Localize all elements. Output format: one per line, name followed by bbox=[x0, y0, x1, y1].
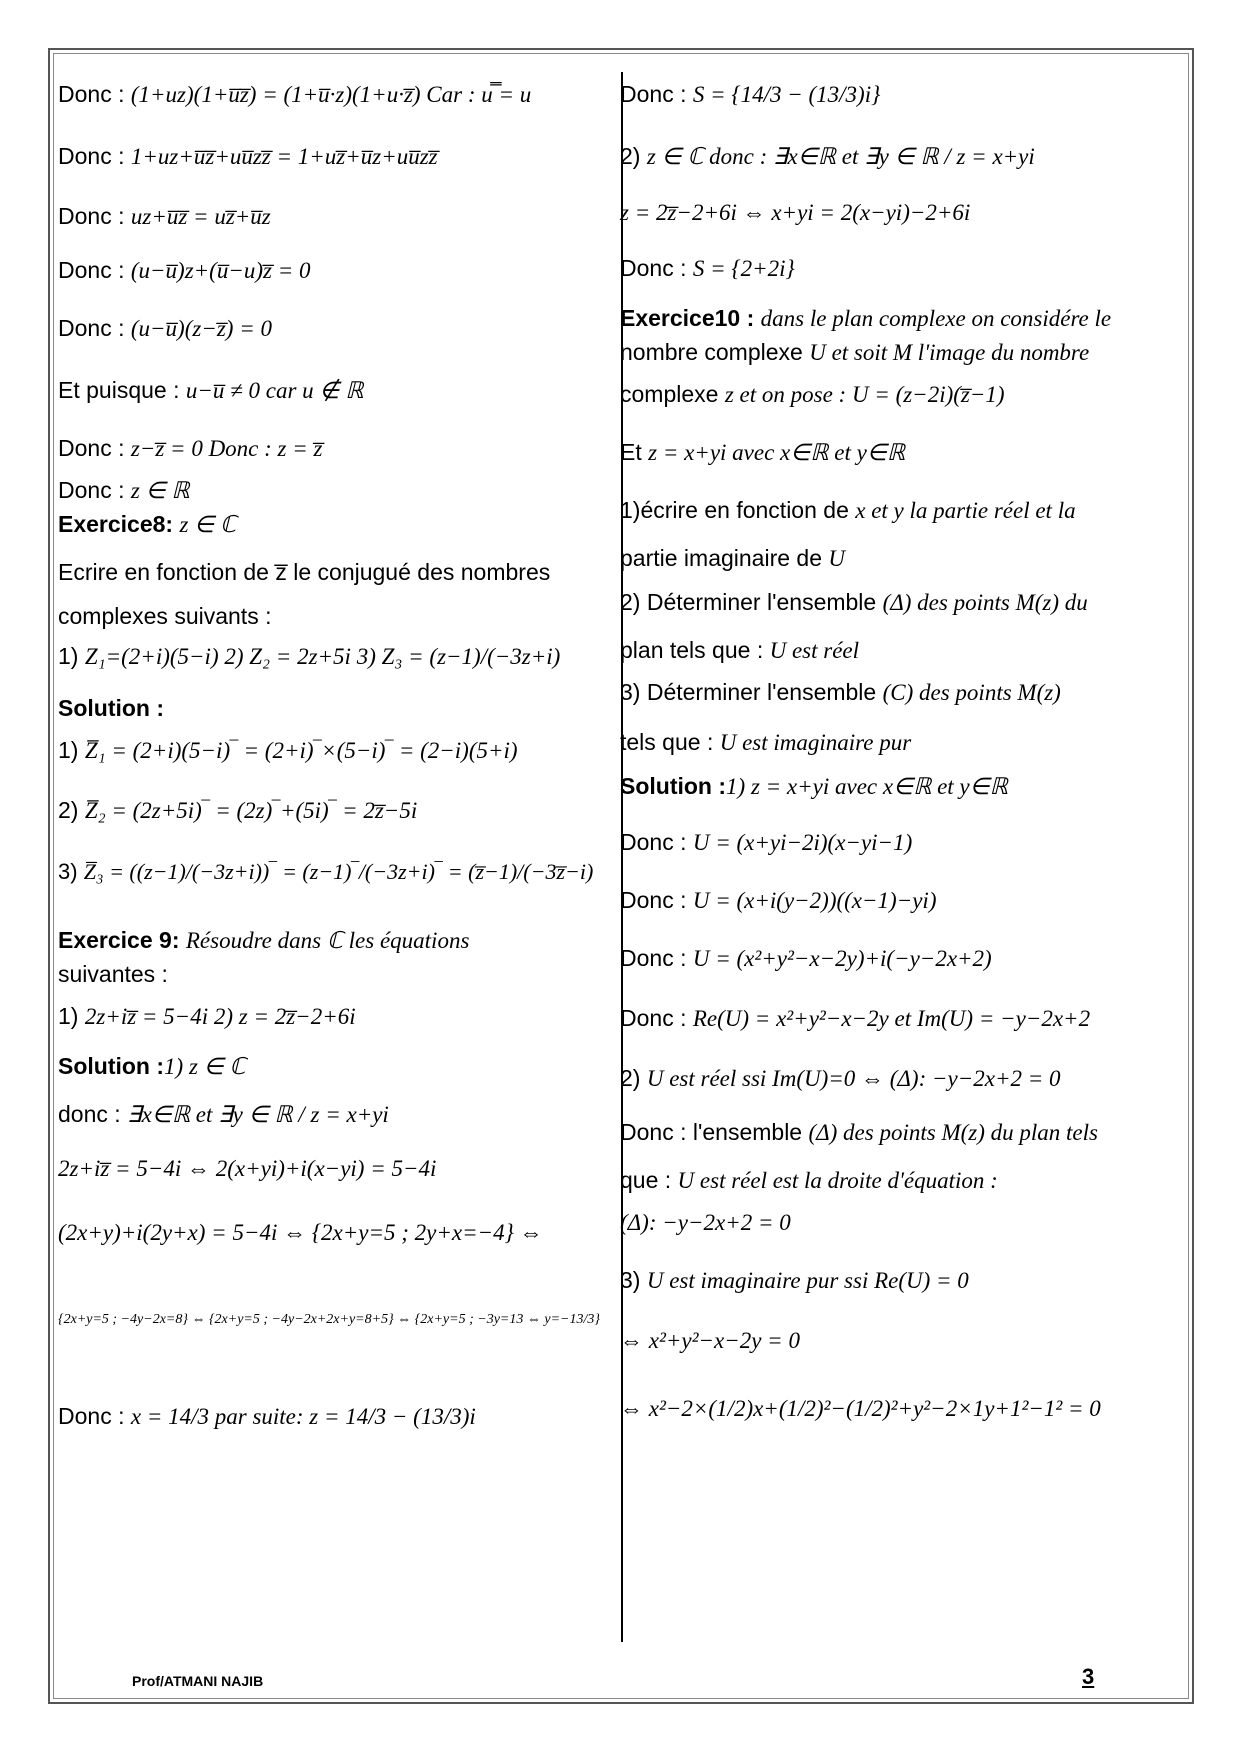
text-line bbox=[58, 476, 190, 505]
math-expression: ⇔ x²+y²−x−2y = 0 bbox=[620, 1328, 800, 1353]
text-line bbox=[58, 1402, 476, 1431]
text-line bbox=[620, 886, 936, 915]
math-expression: (Δ): −y−2x+2 = 0 bbox=[620, 1210, 791, 1235]
math-expression: dans le plan complexe on considére le bbox=[760, 306, 1112, 331]
math-expression: x = 14/3 par suite: z = 14/3 − (13/3)i bbox=[130, 1404, 476, 1429]
math-expression: ⇔ x²−2×(1/2)x+(1/2)²−(1/2)²+y²−2×1y+1²−1² = 0 bbox=[620, 1396, 1101, 1421]
text-line bbox=[620, 438, 905, 467]
text-line bbox=[620, 828, 912, 857]
math-expression: S = {2+2i} bbox=[692, 256, 795, 281]
math-expression: {2x+y=5 ; −4y−2x=8} ⇔ {2x+y=5 ; −4y−2x+2x+y=8+5} ⇔ {2x+y=5 ; −3y=13 ⇔ y=−13/3} bbox=[58, 1312, 600, 1327]
text-line bbox=[620, 1004, 1090, 1033]
line-label: plan tels que : bbox=[620, 637, 770, 663]
line-label: 3) bbox=[58, 859, 84, 884]
line-label: Solution : bbox=[58, 1053, 165, 1079]
line-label: Donc : bbox=[58, 477, 131, 503]
text-line bbox=[620, 1394, 1101, 1423]
line-label: 1) bbox=[58, 1003, 85, 1029]
math-expression: (Δ) des points M(z) du plan tels bbox=[808, 1120, 1098, 1145]
line-label: Donc : bbox=[58, 1403, 131, 1429]
line-label: que : bbox=[620, 1167, 678, 1193]
line-label: nombre complexe bbox=[620, 339, 810, 365]
line-label: Donc : bbox=[58, 257, 131, 283]
math-expression: (2x+y)+i(2y+x) = 5−4i ⇔ {2x+y=5 ; 2y+x=−4} ⇔ bbox=[58, 1220, 543, 1245]
text-line bbox=[620, 1166, 998, 1195]
text-line bbox=[620, 1064, 1061, 1093]
text-line bbox=[58, 1304, 600, 1334]
text-line bbox=[58, 314, 272, 343]
line-label: complexes suivants : bbox=[58, 603, 272, 629]
text-line bbox=[620, 636, 859, 665]
text-line bbox=[58, 142, 438, 171]
text-line bbox=[620, 1266, 969, 1295]
line-label: Donc : bbox=[620, 945, 693, 971]
text-line bbox=[620, 728, 911, 757]
math-expression: Z̅₃ = ((z−1)/(−3z+i))‾ = (z−1)‾/(−3z+i)‾ = (z̅−1)/(−3z̅−i) bbox=[83, 859, 594, 884]
math-expression: z ∈ ℂ donc : ∃x∈ℝ et ∃y ∈ ℝ / z = x+yi bbox=[646, 144, 1035, 169]
math-expression: 1+uz+u̅z̅+uu̅zz̅ = 1+uz̅+u̅z+uu̅zz̅ bbox=[130, 144, 438, 169]
math-expression: Z₁=(2+i)(5−i) 2) Z₂ = 2z+5i 3) Z₃ = (z−1)/(−3z+i) bbox=[84, 644, 561, 669]
text-line bbox=[620, 142, 1035, 171]
page-number: 3 bbox=[1082, 1664, 1095, 1689]
math-expression: U est réel est la droite d'équation : bbox=[677, 1168, 998, 1193]
math-expression: (u−u̅)z+(u̅−u)z̅ = 0 bbox=[130, 258, 311, 283]
text-line bbox=[58, 694, 164, 723]
text-line bbox=[58, 376, 363, 405]
math-expression: (Δ) des points M(z) du bbox=[882, 590, 1088, 615]
line-label: 1)écrire en fonction de bbox=[620, 497, 856, 523]
text-line bbox=[58, 796, 417, 825]
text-line bbox=[58, 1218, 543, 1247]
math-expression: 1) z = x+yi avec x∈ℝ et y∈ℝ bbox=[726, 774, 1008, 799]
line-label: 2) bbox=[620, 143, 647, 169]
text-line bbox=[58, 202, 271, 231]
math-expression: x et y la partie réel et la bbox=[855, 498, 1076, 523]
line-label: 2) Déterminer l'ensemble bbox=[620, 589, 883, 615]
text-line bbox=[58, 1052, 246, 1081]
text-line bbox=[620, 772, 1008, 801]
text-line bbox=[58, 926, 469, 955]
line-label: Solution : bbox=[58, 695, 165, 721]
text-line bbox=[58, 434, 322, 463]
line-label: 2) bbox=[620, 1065, 647, 1091]
line-label: Donc : bbox=[620, 1005, 693, 1031]
text-line bbox=[58, 642, 560, 671]
math-expression: U bbox=[828, 546, 846, 571]
math-expression: 1) z ∈ ℂ bbox=[164, 1054, 246, 1079]
line-label: Exercice 9: bbox=[58, 927, 186, 953]
text-line bbox=[620, 1208, 791, 1237]
text-line bbox=[58, 960, 168, 989]
math-expression: z = x+yi avec x∈ℝ et y∈ℝ bbox=[648, 440, 906, 465]
math-expression: (1+uz)(1+u̅z̅) = (1+u̅·z)(1+u·z̅) Car : u̿ = u bbox=[130, 82, 532, 107]
line-label: Donc : bbox=[58, 81, 131, 107]
text-line bbox=[58, 736, 518, 765]
text-line bbox=[620, 678, 1061, 707]
line-label: 2) bbox=[58, 797, 85, 823]
line-label: 1) bbox=[58, 643, 85, 669]
text-line bbox=[620, 80, 880, 109]
text-line bbox=[620, 1118, 1098, 1147]
math-expression: 2z+iz̅ = 5−4i ⇔ 2(x+yi)+i(x−yi) = 5−4i bbox=[58, 1156, 437, 1181]
line-label: tels que : bbox=[620, 729, 720, 755]
math-expression: S = {14/3 − (13/3)i} bbox=[692, 82, 881, 107]
math-expression: U et soit M l'image du nombre bbox=[809, 340, 1090, 365]
math-expression: Résoudre dans ℂ les équations bbox=[185, 928, 470, 953]
math-expression: Z̅₁ = (2+i)(5−i)‾ = (2+i)‾×(5−i)‾ = (2−i)(5+i) bbox=[84, 738, 518, 763]
line-label: Ecrire en fonction de z̅ le conjugué des nombres bbox=[58, 559, 551, 585]
line-label: Solution : bbox=[620, 773, 727, 799]
text-line bbox=[58, 80, 531, 109]
text-line bbox=[58, 558, 550, 587]
line-label: 1) bbox=[58, 737, 85, 763]
line-label: Donc : bbox=[58, 435, 131, 461]
line-label: complexe bbox=[620, 381, 725, 407]
line-label: Exercice8: bbox=[58, 511, 180, 537]
text-line bbox=[620, 944, 992, 973]
math-expression: U est imaginaire pur ssi Re(U) = 0 bbox=[646, 1268, 969, 1293]
line-label: partie imaginaire de bbox=[620, 545, 829, 571]
math-expression: U = (x+i(y−2))((x−1)−yi) bbox=[692, 888, 937, 913]
line-label: 3) Déterminer l'ensemble bbox=[620, 679, 883, 705]
line-label: Donc : bbox=[58, 315, 131, 341]
math-expression: z ∈ ℂ bbox=[179, 512, 237, 537]
line-label: Donc : bbox=[620, 255, 693, 281]
math-expression: U = (x²+y²−x−2y)+i(−y−2x+2) bbox=[692, 946, 992, 971]
line-label: Et puisque : bbox=[58, 377, 186, 403]
math-expression: z et on pose : U = (z−2i)(z̅−1) bbox=[724, 382, 1005, 407]
math-expression: U = (x+yi−2i)(x−yi−1) bbox=[692, 830, 913, 855]
math-expression: ∃x∈ℝ et ∃y ∈ ℝ / z = x+yi bbox=[127, 1102, 389, 1127]
math-expression: z = 2z̅−2+6i ⇔ x+yi = 2(x−yi)−2+6i bbox=[620, 200, 971, 225]
text-line bbox=[58, 1154, 436, 1183]
math-expression: z−z̅ = 0 Donc : z = z̅ bbox=[130, 436, 323, 461]
text-line bbox=[620, 496, 1076, 525]
line-label: Donc : bbox=[620, 887, 693, 913]
text-line bbox=[620, 198, 970, 227]
line-label: Donc : bbox=[58, 203, 131, 229]
text-line bbox=[58, 256, 311, 285]
line-label: Et bbox=[620, 439, 649, 465]
text-line bbox=[58, 1002, 356, 1031]
line-label: 3) bbox=[620, 1267, 647, 1293]
math-expression: 2z+iz̅ = 5−4i 2) z = 2z̅−2+6i bbox=[84, 1004, 356, 1029]
text-line bbox=[620, 588, 1088, 617]
text-line bbox=[58, 858, 593, 886]
text-line bbox=[620, 1326, 800, 1355]
line-label: Donc : bbox=[620, 829, 693, 855]
text-line bbox=[620, 304, 1111, 333]
line-label: Donc : l'ensemble bbox=[620, 1119, 809, 1145]
text-line bbox=[58, 1100, 389, 1129]
line-label: donc : bbox=[58, 1101, 128, 1127]
line-label: Donc : bbox=[620, 81, 693, 107]
line-label: Donc : bbox=[58, 143, 131, 169]
text-line bbox=[620, 380, 1005, 409]
math-expression: (u−u̅)(z−z̅) = 0 bbox=[130, 316, 272, 341]
math-expression: uz+u̅z̅ = uz̅+u̅z bbox=[130, 204, 271, 229]
text-line bbox=[58, 602, 271, 631]
math-expression: U est imaginaire pur bbox=[719, 730, 912, 755]
text-line bbox=[620, 338, 1089, 367]
author-name: Prof/ATMANI NAJIB bbox=[132, 1673, 264, 1689]
math-expression: U est réel ssi Im(U)=0 ⇔ (Δ): −y−2x+2 = 0 bbox=[646, 1066, 1061, 1091]
text-line bbox=[620, 544, 845, 573]
math-expression: z ∈ ℝ bbox=[130, 478, 190, 503]
math-expression: (C) des points M(z) bbox=[882, 680, 1061, 705]
math-expression: U est réel bbox=[769, 638, 860, 663]
math-expression: u−u̅ ≠ 0 car u ∉ ℝ bbox=[185, 378, 364, 403]
text-line bbox=[58, 510, 236, 539]
line-label: Exercice10 : bbox=[620, 305, 761, 331]
line-label: suivantes : bbox=[58, 961, 168, 987]
math-expression: Re(U) = x²+y²−x−2y et Im(U) = −y−2x+2 bbox=[692, 1006, 1091, 1031]
math-expression: Z̅₂ = (2z+5i)‾ = (2z)‾+(5i)‾ = 2z̅−5i bbox=[84, 798, 418, 823]
text-line bbox=[620, 254, 795, 283]
